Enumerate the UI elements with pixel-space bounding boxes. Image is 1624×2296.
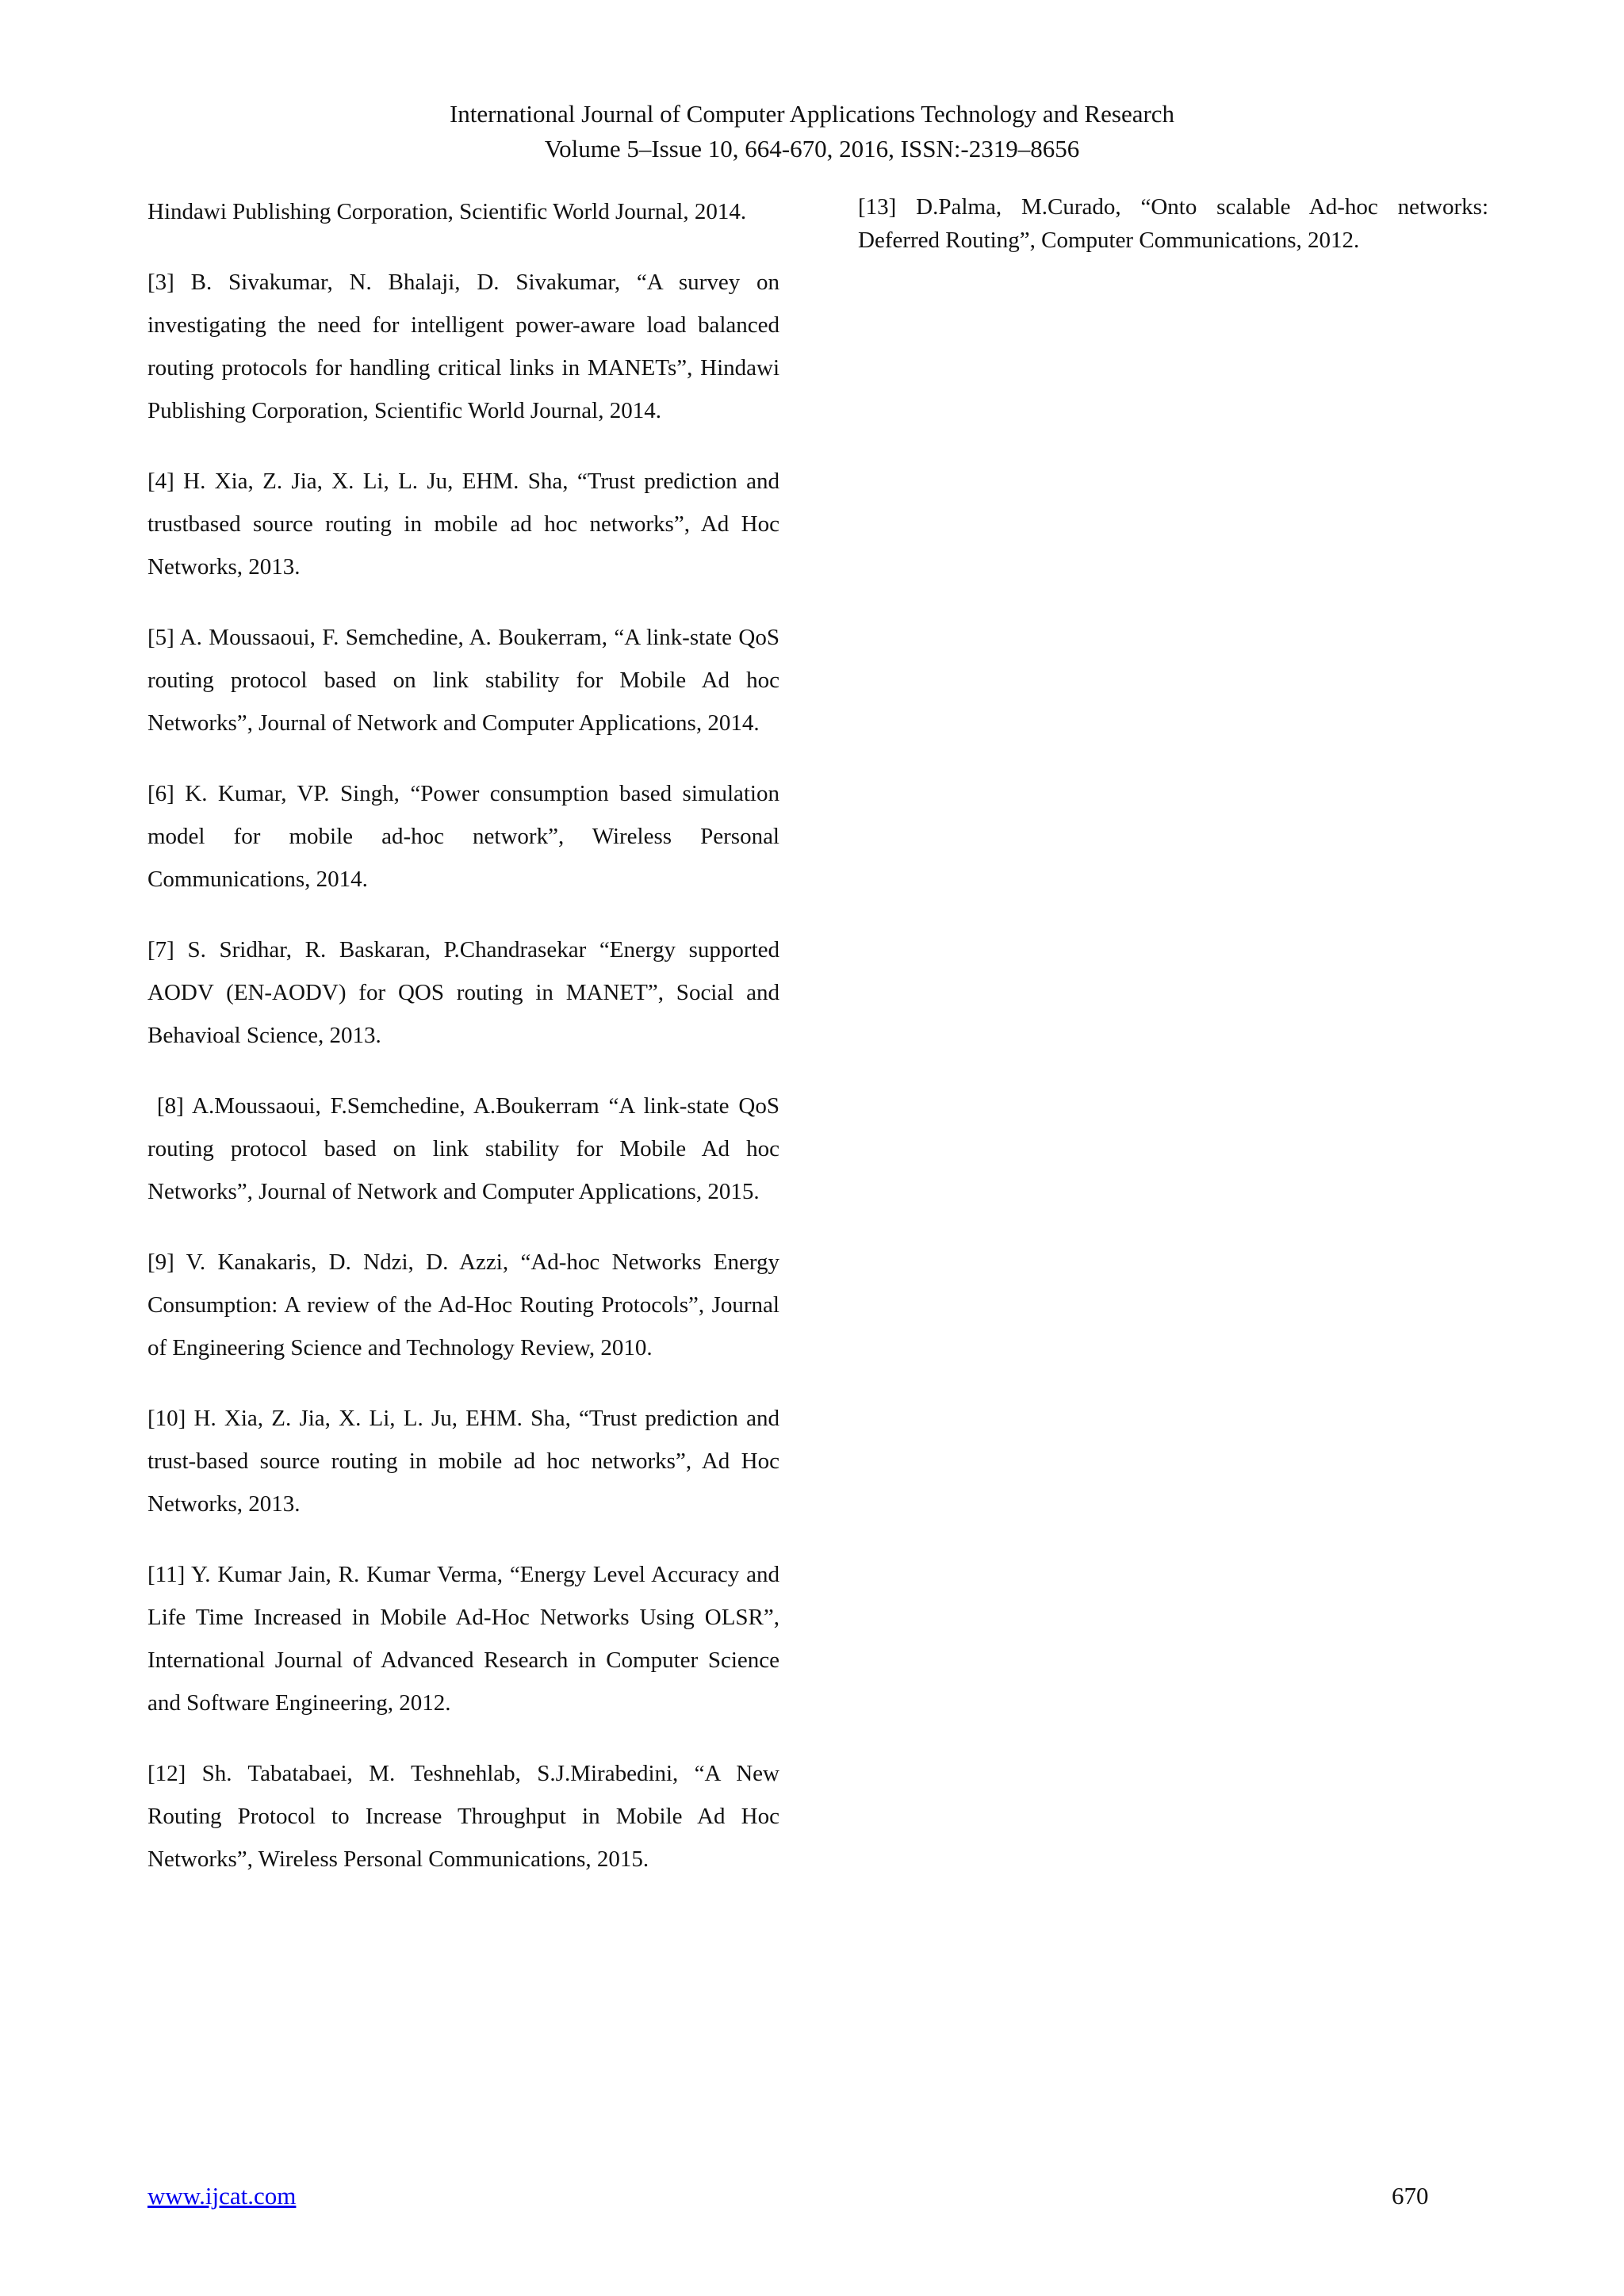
reference-entry: [10] H. Xia, Z. Jia, X. Li, L. Ju, EHM. Sha, “Trust prediction and trust-based source routing in mobile ad hoc networks”, Ad Hoc Networks, 2013. — [147, 1406, 779, 1517]
reference-entry: [13] D.Palma, M.Curado, “Onto scalable Ad-hoc networks: Deferred Routing”, Computer Communications, 2012. — [858, 194, 1488, 253]
reference-entry: [5] A. Moussaoui, F. Semchedine, A. Boukerram, “A link-state QoS routing protocol based on link stability for Mobile Ad hoc Networks”, Journal of Network and Computer Applications, 2014. — [147, 625, 779, 736]
reference-entry: [9] V. Kanakaris, D. Ndzi, D. Azzi, “Ad-hoc Networks Energy Consumption: A review of the Ad-Hoc Routing Protocols”, Journal of Engineering Science and Technology Review, 2010. — [147, 1249, 779, 1360]
reference-entry: [6] K. Kumar, VP. Singh, “Power consumption based simulation model for mobile ad-hoc network”, Wireless Personal Communications, 2014. — [147, 781, 779, 892]
page-number: 670 — [1392, 2182, 1429, 2210]
right-column-references — [858, 190, 1488, 285]
journal-website-link[interactable]: www.ijcat.com — [147, 2182, 297, 2210]
volume-info: Volume 5–Issue 10, 664-670, 2016, ISSN:-2319–8656 — [544, 135, 1080, 163]
reference-entry: [12] Sh. Tabatabaei, M. Teshnehlab, S.J.Mirabedini, “A New Routing Protocol to Increase Throughput in Mobile Ad Hoc Networks”, Wireless Personal Communications, 2015. — [147, 1761, 779, 1872]
reference-entry: [8] A.Moussaoui, F.Semchedine, A.Boukerram “A link-state QoS routing protocol based on link stability for Mobile Ad hoc Networks”, Journal of Network and Computer Applications, 2015. — [147, 1093, 786, 1204]
reference-entry: [11] Y. Kumar Jain, R. Kumar Verma, “Energy Level Accuracy and Life Time Increased in Mobile Ad-Hoc Networks Using OLSR”, International Journal of Advanced Research in Computer Science and Software Engineering, 2012. — [147, 1562, 779, 1716]
reference-entry: [3] B. Sivakumar, N. Bhalaji, D. Sivakumar, “A survey on investigating the need for intelligent power-aware load balanced routing protocols for handling critical links in MANETs”, Hindawi Publishing Corporation, Scientific World Journal, 2014. — [147, 270, 779, 423]
reference-entry: [7] S. Sridhar, R. Baskaran, P.Chandrasekar “Energy supported AODV (EN-AODV) for QOS routing in MANET”, Social and Behavioal Science, 2013. — [147, 937, 779, 1048]
reference-entry: Hindawi Publishing Corporation, Scientific World Journal, 2014. — [147, 199, 747, 224]
left-column-references — [147, 190, 786, 1908]
reference-entry: [4] H. Xia, Z. Jia, X. Li, L. Ju, EHM. Sha, “Trust prediction and trustbased source routing in mobile ad hoc networks”, Ad Hoc Networks, 2013. — [147, 469, 779, 580]
journal-title: International Journal of Computer Applications Technology and Research — [449, 100, 1175, 128]
